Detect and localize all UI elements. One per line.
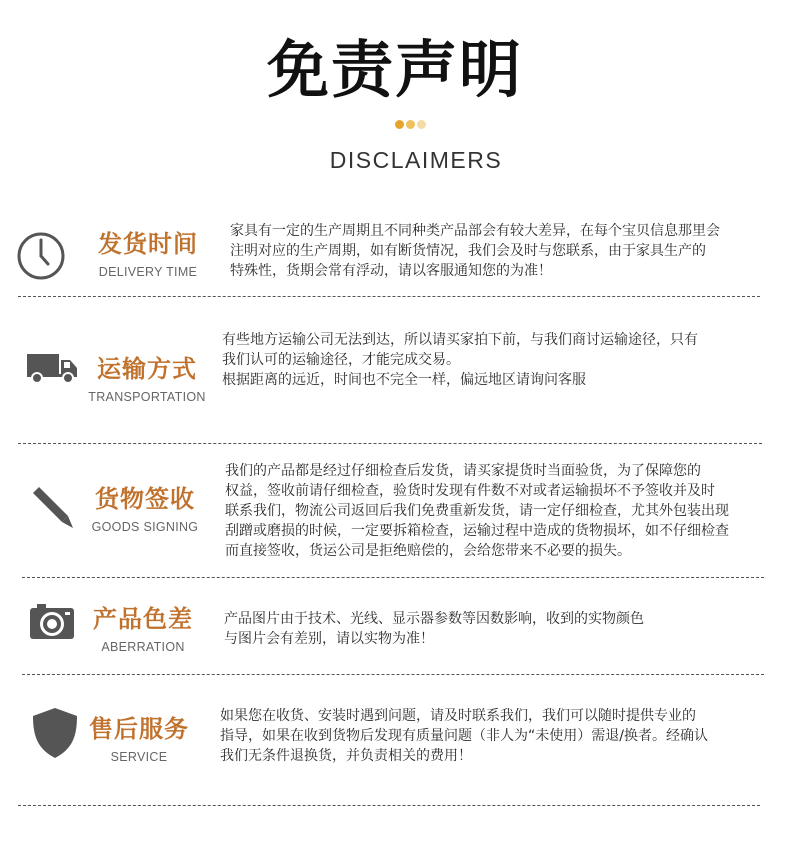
body-line: 根据距离的远近，时间也不完全一样，偏远地区请询问客服 <box>222 372 586 388</box>
body-line: 刮蹭或磨损的时候，一定要拆箱检查，运输过程中造成的货物损坏，如不仔细检查 <box>225 523 729 539</box>
body-line: 我们认可的运输途径，才能完成交易。 <box>222 352 460 368</box>
title-dots-decoration <box>395 120 426 129</box>
section-title-zh: 发货时间 <box>98 230 198 258</box>
section-title-en: DELIVERY TIME <box>98 265 198 279</box>
body-line: 我们无条件退换货，并负责相关的费用！ <box>220 748 472 764</box>
section-title-zh: 货物签收 <box>95 485 195 513</box>
body-line: 产品图片由于技术、光线、显示器参数等因数影响，收到的实物颜色 <box>224 611 644 627</box>
section-divider <box>18 805 760 806</box>
section-title-zh: 售后服务 <box>89 715 189 743</box>
camera-icon <box>29 603 75 640</box>
section-divider <box>18 296 760 297</box>
section-body <box>225 461 729 561</box>
pen-icon <box>30 485 76 531</box>
body-line: 有些地方运输公司无法到达，所以请买家拍下前，与我们商讨运输途径，只有 <box>222 332 698 348</box>
section-body <box>230 221 720 281</box>
body-line: 如果您在收货、安装时遇到问题，请及时联系我们，我们可以随时提供专业的 <box>220 708 696 724</box>
truck-icon <box>26 352 78 384</box>
body-line: 联系我们，物流公司返回后我们免费重新发货，请一定仔细检查，尤其外包装出现 <box>225 503 729 519</box>
body-line: 特殊性，货期会常有浮动，请以客服通知您的为准！ <box>230 263 552 279</box>
section-title-en: SERVICE <box>110 750 168 764</box>
page-subtitle: DISCLAIMERS <box>329 147 503 173</box>
body-line: 与图片会有差别，请以实物为准！ <box>224 631 434 647</box>
body-line: 注明对应的生产周期，如有断货情况，我们会及时与您联系，由于家具生产的 <box>230 243 706 259</box>
section-divider <box>22 674 764 675</box>
section-title-zh: 产品色差 <box>93 605 193 633</box>
clock-icon <box>16 231 66 281</box>
section-title-en: GOODS SIGNING <box>91 520 199 534</box>
dot-2 <box>406 120 415 129</box>
section-heading <box>82 713 196 764</box>
section-heading <box>90 228 206 279</box>
body-line: 权益，签收前请仔细检查，验货时发现有件数不对或者运输损坏不予签收并及时 <box>225 483 715 499</box>
section-heading <box>72 353 222 404</box>
section-body <box>222 330 698 390</box>
body-line: 家具有一定的生产周期且不同种类产品部会有较大差异，在每个宝贝信息那里会 <box>230 223 720 239</box>
section-body <box>220 706 708 766</box>
section-heading <box>86 603 200 654</box>
body-line: 指导，如果在收到货物后发现有质量问题（非人为“未使用）需退/换者。经确认 <box>220 728 708 744</box>
section-divider <box>22 577 764 578</box>
shield-icon <box>30 707 80 759</box>
section-divider <box>18 443 762 444</box>
section-title-zh: 运输方式 <box>97 355 197 383</box>
section-body <box>224 609 644 649</box>
section-title-en: ABERRATION <box>101 640 185 654</box>
page-title: 免责声明 <box>266 33 523 106</box>
dot-3 <box>417 120 426 129</box>
dot-1 <box>395 120 404 129</box>
body-line: 我们的产品都是经过仔细检查后发货，请买家提货时当面验货，为了保障您的 <box>225 463 701 479</box>
body-line: 而直接签收，货运公司是拒绝赔偿的，会给您带来不必要的损失。 <box>225 543 631 559</box>
section-title-en: TRANSPORTATION <box>88 390 206 404</box>
section-heading <box>88 483 202 534</box>
